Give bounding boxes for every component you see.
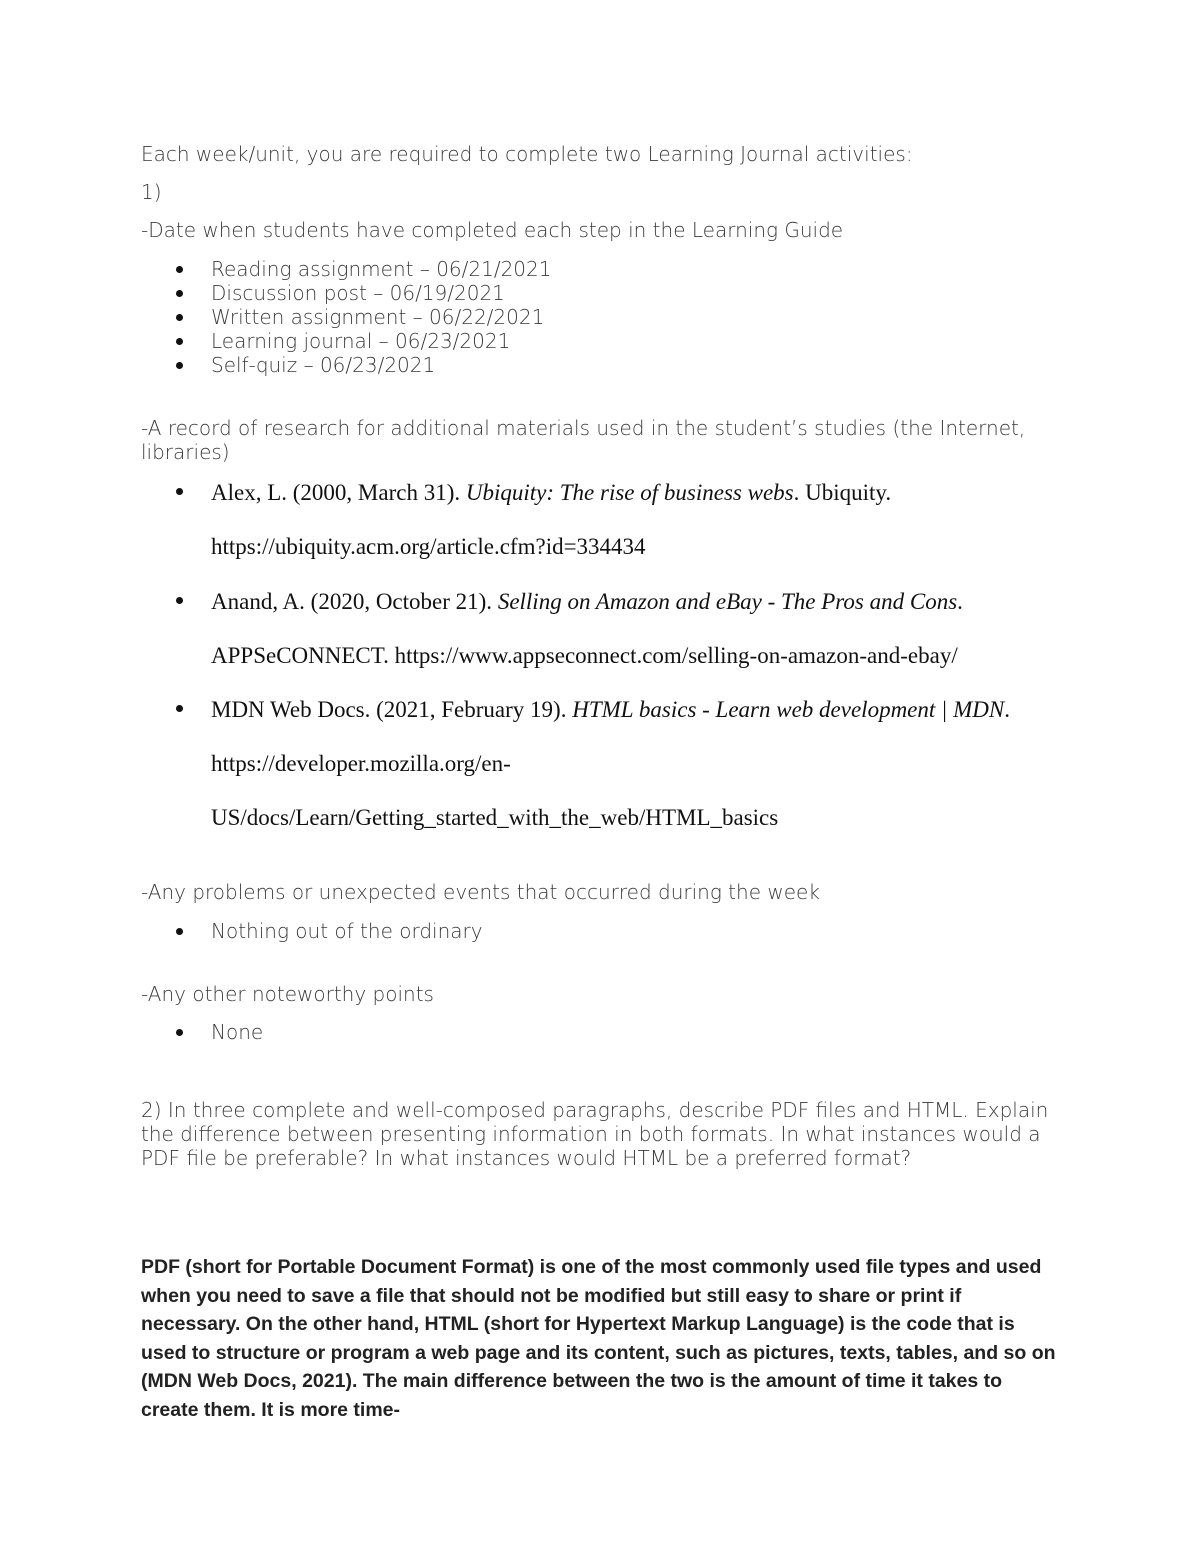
list-item: Self-quiz – 06/23/2021 <box>211 353 436 377</box>
reference-author: Alex, L. (2000, March 31). <box>211 480 466 505</box>
list-item: Nothing out of the ordinary <box>211 919 483 943</box>
research-heading-continued: libraries) <box>141 440 230 464</box>
reference-url: https://developer.mozilla.org/en- <box>211 751 511 776</box>
bullet-icon <box>176 314 183 321</box>
bullet-icon <box>176 928 183 935</box>
noteworthy-heading: -Any other noteworthy points <box>141 982 434 1006</box>
bullet-icon <box>176 705 183 712</box>
reference-title: Selling on Amazon and eBay - The Pros and Cons <box>497 589 958 614</box>
part2-prompt: 2) In three complete and well-composed paragraphs, describe PDF files and HTML. Explain the difference between presenting information in both formats. In what instances would a PDF file be preferable? In what instances would HTML be a preferred format? <box>141 1098 1049 1170</box>
reference-publisher: . Ubiquity. <box>793 480 892 505</box>
steps-heading: -Date when students have completed each step in the Learning Guide <box>141 218 844 242</box>
reference-citation <box>211 697 1010 723</box>
bullet-icon <box>176 290 183 297</box>
reference-author: MDN Web Docs. (2021, February 19). <box>211 697 573 722</box>
reference-publisher: . <box>1004 697 1010 722</box>
bullet-icon <box>176 1029 183 1036</box>
list-item: None <box>211 1020 264 1044</box>
reference-url-continued: US/docs/Learn/Getting_started_with_the_web/HTML_basics <box>211 805 779 830</box>
list-item: Discussion post – 06/19/2021 <box>211 281 505 305</box>
bullet-icon <box>176 338 183 345</box>
reference-title: HTML basics - Learn web development | MDN <box>572 697 1005 722</box>
bullet-icon <box>176 597 183 604</box>
reference-url: APPSeCONNECT. https://www.appseconnect.com/selling-on-amazon-and-ebay/ <box>211 643 958 668</box>
problems-heading: -Any problems or unexpected events that occurred during the week <box>141 880 820 904</box>
reference-title: Ubiquity: The rise of business webs <box>465 480 794 505</box>
bullet-icon <box>176 488 183 495</box>
reference-citation <box>211 589 963 615</box>
list-item: Learning journal – 06/23/2021 <box>211 329 511 353</box>
list-item: Written assignment – 06/22/2021 <box>211 305 545 329</box>
reference-url: https://ubiquity.acm.org/article.cfm?id=334434 <box>211 534 646 559</box>
list-item: Reading assignment – 06/21/2021 <box>211 257 552 281</box>
reference-citation <box>211 480 891 506</box>
answer-paragraph: PDF (short for Portable Document Format) is one of the most commonly used file types and used when you need to save a file that should not be modified but still easy to share or print if necessary. On the other hand, HTML (short for Hypertext Markup Language) is the code that is used to structure or program a web page and its content, such as pictures, texts, tables, and so on (MDN Web Docs, 2021). The main difference between the two is the amount of time it takes to create them. It is more time- <box>141 1256 1056 1421</box>
research-heading: -A record of research for additional materials used in the student’s studies (the Internet, <box>141 416 1026 440</box>
reference-author: Anand, A. (2020, October 21). <box>211 589 498 614</box>
reference-publisher: . <box>957 589 963 614</box>
part1-label: 1) <box>141 180 162 204</box>
bullet-icon <box>176 362 183 369</box>
bullet-icon <box>176 266 183 273</box>
intro-text: Each week/unit, you are required to complete two Learning Journal activities: <box>141 142 913 166</box>
